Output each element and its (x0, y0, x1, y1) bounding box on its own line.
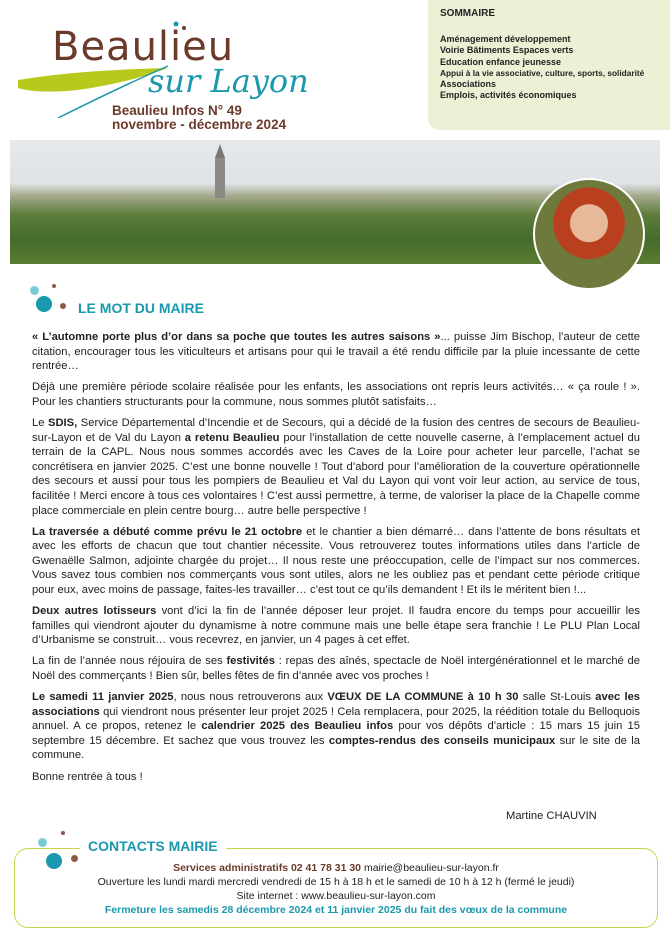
text: et le chantier a bien démarré… dans l’attente de bons résultats et avec les efforts de chacun que tout chantier nécessite. Vous retrouverez toutes informations utiles dans l’article de Gwenaëlle Salmon, adjointe chargée du projet… Il nous reste une préoccupation, celle de l’impact sur nos commerces. Vous savez tous combien nos commerçants vous sont utiles, alors ne les oubliez pas et pendant cette période critique pour eux, avec moins de passage, faites-les travailler… c’est tout ce qu’ils demandent ! Et ils le méritent bien !... (32, 525, 641, 596)
section-title: LE MOT DU MAIRE (78, 300, 204, 316)
email-link[interactable]: mairie@beaulieu-sur-layon.fr (361, 862, 499, 874)
bold-text: La traversée a débuté comme prévu le 21 octobre (32, 525, 303, 538)
paragraph (32, 770, 640, 785)
text: La fin de l’année nous réjouira de ses (32, 655, 227, 668)
issue-number: Beaulieu Infos N° 49 (112, 103, 242, 118)
text: Bonne rentrée à tous ! (32, 770, 143, 783)
text: sur le site de la commune. (32, 734, 640, 762)
sommaire-title: SOMMAIRE (440, 8, 495, 19)
services-phone: Services administratifs 02 41 78 31 30 (173, 862, 362, 874)
paragraph (32, 416, 640, 518)
paragraph (32, 604, 640, 648)
sommaire-item[interactable]: Associations (440, 79, 497, 90)
paragraph (32, 330, 640, 374)
sommaire-item[interactable]: Education enfance jeunesse (440, 56, 562, 67)
bold-text: avec les associations (32, 691, 641, 718)
paragraph (32, 690, 640, 763)
website-link[interactable]: Site internet : www.beaulieu-sur-layon.com (236, 890, 436, 902)
bold-text: festivités (226, 655, 275, 668)
paragraph (32, 380, 640, 409)
text: , nous nous retrouverons aux (173, 691, 328, 704)
text: ... puisse Jim Bischop, l’auteur de cette citation, encourager tous les viticulteurs et artisans pour qui le travail a été rendu difficile par la pluie incessante de cette rentrée… (32, 331, 641, 373)
text: : repas des aînés, spectacle de Noël intergénérationnel et le marché de Noël des commerçants ! Bien sûr, belles fêtes de fin d’année avec vos proches ! (32, 655, 640, 682)
signature: Martine CHAUVIN (506, 810, 597, 822)
text: Le (32, 416, 48, 429)
bold-text: a retenu Beaulieu (184, 431, 280, 444)
sommaire-item[interactable]: Emplois, activités économiques (440, 90, 577, 101)
text: vont d’ici la fin de l’année déposer leur projet. Il faudra encore du temps pour accueillir les familles qui viendront ajouter du dynamisme à notre commune mais une belle étape sera franchie ! Le PLU Plan Local d’Urbanisme se construit… vous recevrez, en janvier, un 4 pages à cet effet. (32, 605, 640, 647)
bold-text: Le samedi 11 janvier 2025 (32, 691, 174, 704)
opening-hours: Ouverture les lundi mardi mercredi vendredi de 15 h à 18 h et le samedi de 10 h à 12 h (fermé le jeudi) (97, 876, 575, 888)
text: Service Départemental d’Incendie et de Secours, qui a décidé de la fusion des centres de secours de Beaulieu-sur-Layon et de Val du Layon (32, 416, 640, 444)
bold-text: SDIS, (48, 416, 78, 429)
mayor-portrait (533, 178, 645, 290)
contacts-title: CONTACTS MAIRIE (80, 838, 226, 854)
bold-text: VŒUX DE LA COMMUNE à 10 h 30 (327, 691, 519, 704)
logo-subtitle: sur Layon (148, 62, 309, 100)
bold-text: Deux autres lotisseurs (32, 605, 157, 618)
closure-notice: Fermeture les samedis 28 décembre 2024 et 11 janvier 2025 du fait des vœux de la commune (104, 904, 568, 916)
paragraph (32, 654, 640, 683)
text: pour l’installation de cette nouvelle caserne, à l’emplacement actuel du terrain de la CAPL. Nous nous sommes accordés avec les Caves de la Loire pour acheter leur parcelle, l’achat se concrétisera en janvier 2025. C’est une bonne nouvelle ! Tout d’abord pour l’amélioration de la couverture opérationnelle des secours et aussi pour tous les pompiers de Beaulieu et Val du Layon qui vont voir leur action, au service de tous, facilitée ! Merci encore à tous ces volontaires ! C’est aussi permettre, à terme, de valoriser la place de la Chapelle comme place commerciale en plein centre bourg… autre belle perspective ! (32, 431, 641, 517)
issue-date: novembre - décembre 2024 (112, 117, 287, 132)
sommaire-item[interactable]: Aménagement développement (440, 34, 571, 44)
text: pour vos dépôts d’article : 15 mars 15 juin 15 septembre 15 décembre. Et sachez que vous trouvez les (32, 720, 640, 747)
bold-text: comptes-rendus des conseils municipaux (328, 734, 556, 747)
logo-title: Beaulieu (52, 24, 235, 70)
text: Déjà une première période scolaire réalisée pour les enfants, les associations ont repris leurs activités… « ça roule ! ». Pour les chantiers structurants pour la commune, nous sommes plutôt satisfaits… (32, 381, 640, 408)
sommaire-item[interactable]: Voirie Bâtiments Espaces verts (440, 45, 574, 56)
mayor-letter (32, 330, 640, 791)
issue-info (112, 104, 286, 132)
contacts-box (14, 848, 658, 928)
sommaire-box (428, 0, 670, 130)
paragraph (32, 525, 640, 598)
bold-text: « L’automne porte plus d’or dans sa poche que toutes les autres saisons » (32, 331, 441, 343)
bold-text: calendrier 2025 des Beaulieu infos (201, 720, 394, 733)
text: salle St-Louis (518, 691, 596, 704)
text: qui viendront nous présenter leur projet 2025 ! Cela remplacera, pour 2025, la réédition totale du Belloquois annuel. A ce propos, retenez le (32, 705, 640, 733)
church-tower (215, 158, 225, 198)
sommaire-item[interactable]: Appui à la vie associative, culture, sports, solidarité (440, 67, 645, 78)
